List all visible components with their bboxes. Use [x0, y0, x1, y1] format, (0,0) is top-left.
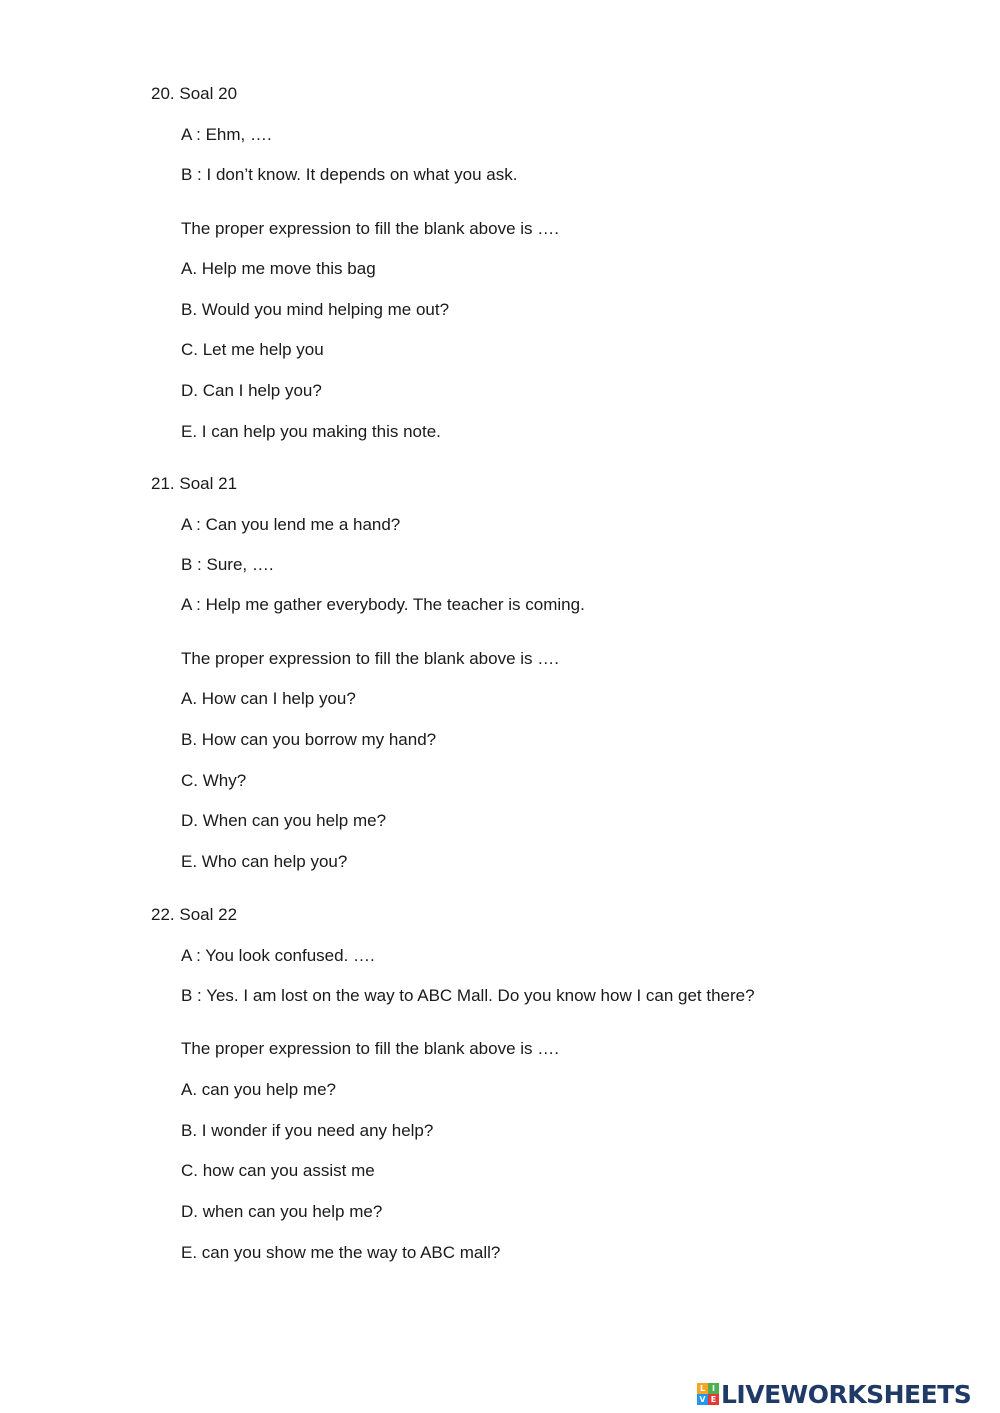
question-22-prompt: The proper expression to fill the blank above is ….	[181, 1039, 559, 1058]
question-21-title: Soal 21	[179, 474, 238, 493]
question-20-number: 20.	[151, 84, 175, 103]
question-22-dialogue-line: B : Yes. I am lost on the way to ABC Mall. Do you know how I can get there?	[181, 986, 755, 1005]
question-20-dialogue-line: A : Ehm, ….	[181, 125, 272, 144]
question-21-header	[151, 474, 237, 494]
liveworksheets-logo-icon	[697, 1383, 719, 1405]
question-20-header	[151, 84, 237, 104]
question-20-option-c: C. Let me help you	[181, 340, 324, 359]
question-20-option-b: B. Would you mind helping me out?	[181, 300, 450, 319]
question-21-dialogue-line: A : Help me gather everybody. The teacher is coming.	[181, 595, 585, 614]
liveworksheets-logo-text: LIVEWORKSHEETS	[721, 1379, 972, 1409]
question-21-option-b: B. How can you borrow my hand?	[181, 730, 437, 749]
question-22-header	[151, 905, 237, 925]
question-21-option-d: D. When can you help me?	[181, 811, 387, 830]
question-22-option-d: D. when can you help me?	[181, 1202, 383, 1221]
question-21-prompt: The proper expression to fill the blank above is ….	[181, 649, 559, 668]
question-21-dialogue-line: A : Can you lend me a hand?	[181, 515, 401, 534]
question-22-option-c: C. how can you assist me	[181, 1161, 375, 1180]
question-20-option-d: D. Can I help you?	[181, 381, 322, 400]
logo-mark-l: L	[697, 1383, 708, 1394]
question-21-option-c: C. Why?	[181, 771, 247, 790]
liveworksheets-logo	[697, 1377, 971, 1411]
question-21-option-e: E. Who can help you?	[181, 852, 348, 871]
question-21-dialogue-line: B : Sure, ….	[181, 555, 274, 574]
question-20-title: Soal 20	[179, 84, 238, 103]
question-20-prompt: The proper expression to fill the blank above is ….	[181, 219, 559, 238]
logo-mark-v: V	[697, 1394, 708, 1405]
question-21-option-a: A. How can I help you?	[181, 689, 356, 708]
question-22-option-b: B. I wonder if you need any help?	[181, 1121, 434, 1140]
question-20-option-a: A. Help me move this bag	[181, 259, 376, 278]
question-20-option-e: E. I can help you making this note.	[181, 422, 441, 441]
question-22-title: Soal 22	[179, 905, 238, 924]
logo-mark-i: I	[708, 1383, 719, 1394]
question-21-number: 21.	[151, 474, 175, 493]
logo-mark-e: E	[708, 1394, 719, 1405]
question-22-number: 22.	[151, 905, 175, 924]
question-22-dialogue-line: A : You look confused. ….	[181, 946, 375, 965]
question-20-dialogue-line: B : I don’t know. It depends on what you ask.	[181, 165, 518, 184]
question-22-option-a: A. can you help me?	[181, 1080, 336, 1099]
question-22-option-e: E. can you show me the way to ABC mall?	[181, 1243, 501, 1262]
